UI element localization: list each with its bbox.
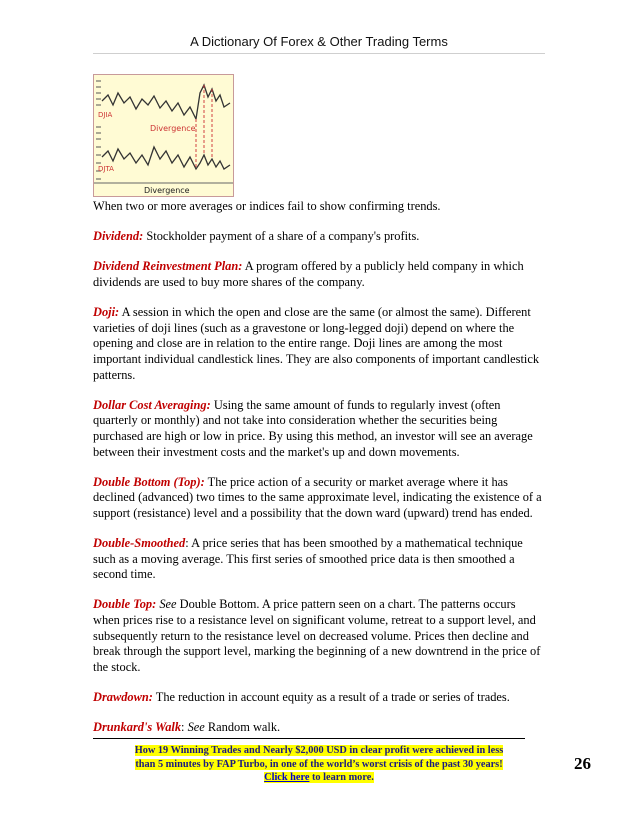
term-label: Dividend — [93, 229, 140, 244]
page-number: 26 — [574, 754, 591, 773]
term-label: Dollar Cost Averaging — [93, 397, 207, 412]
term-separator: : — [238, 259, 243, 274]
definition-entry — [93, 720, 545, 736]
see-reference: See — [184, 720, 205, 735]
promo-line-3: Click here to learn more. — [264, 772, 374, 784]
promo-banner — [133, 744, 505, 785]
definition-text: A program offered by a publicly held company in which dividends are used to buy more shares of the company. — [93, 259, 524, 289]
term-separator: : — [152, 597, 157, 612]
term-separator: : — [181, 720, 185, 735]
term-separator: : — [185, 536, 189, 551]
djta-label: DJTA — [98, 165, 114, 173]
definition-entry — [93, 475, 545, 522]
definition-entry — [93, 199, 545, 215]
promo-line-1: How 19 Winning Trades and Nearly $2,000 USD in clear profit were achieved in less — [134, 745, 504, 756]
figure-caption: Divergence — [144, 186, 190, 195]
djia-series-line — [102, 85, 230, 119]
definition-text: The reduction in account equity as a result of a trade or series of trades. — [152, 690, 510, 704]
definition-entry — [93, 690, 545, 706]
definition-entry — [93, 597, 545, 675]
definition-entry — [93, 259, 545, 290]
definition-entry — [93, 305, 545, 383]
footer-divider — [93, 738, 525, 739]
click-here-link[interactable]: Click here — [264, 772, 310, 784]
definition-text: Stockholder payment of a share of a company's profits. — [143, 229, 420, 244]
djia-label: DJIA — [98, 111, 113, 119]
header-divider — [93, 53, 545, 54]
term-separator: : — [200, 474, 205, 489]
promo-line-2: than 5 minutes by FAP Turbo, in one of the world’s worst crisis of the past 30 years! — [135, 758, 503, 770]
term-label: Drawdown: — [93, 690, 153, 704]
page-header: A Dictionary Of Forex & Other Trading Terms — [190, 34, 448, 49]
see-reference: See — [156, 597, 177, 612]
definition-entry — [93, 398, 545, 460]
definition-entry — [93, 536, 545, 583]
definition-text: Using the same amount of funds to regularly invest (often quarterly or monthly) and not take into consideration whether the securities being purchased are high or low in price. By using this method, an investor will see an average between their investment costs and the market's up and down movements. — [93, 397, 533, 459]
divergence-chart — [93, 74, 234, 197]
definitions-list — [93, 199, 545, 750]
definition-text: Double Bottom. A price pattern seen on a chart. The patterns occurs when prices rise to a resistance level on significant volume, retreat to a support level, and subsequently return to the resistance level on decreased volume. Prices then decline and break through the support level, marking the beginning of a new downtrend in the price of the stock. — [93, 597, 541, 674]
term-separator: : — [139, 229, 144, 244]
definition-text: The price action of a security or market average where it has declined (advanced) two times to the same approximate level, indicating the existence of a support (resistance) level and a possibility that the down ward (upward) trend has ended. — [93, 474, 542, 520]
term-separator: : — [206, 397, 211, 412]
term-label: Double-Smoothed — [93, 536, 186, 551]
definition-text: A session in which the open and close are the same (or almost the same). Different varieties of doji lines (such as a gravestone or long-legged doji) depend on where the opening and close are in relation to the entire range. Doji lines are among the most important individual candlestick lines. They are also components of important candlestick patterns. — [93, 305, 540, 382]
definition-entry — [93, 229, 545, 245]
term-label: Double Bottom (Top) — [93, 474, 201, 489]
term-label: Dividend Reinvestment Plan — [93, 259, 239, 274]
definition-text: When two or more averages or indices fail to show confirming trends. — [93, 199, 441, 213]
divergence-label: Divergence — [150, 124, 196, 133]
term-label: Doji: — [93, 305, 120, 320]
definition-text: Random walk. — [204, 720, 281, 735]
term-label: Double Top — [93, 597, 153, 612]
definition-text: A price series that has been smoothed by a mathematical technique such as a moving average. This first series of smoothed price data is then smoothed a second time. — [93, 536, 523, 582]
divergence-chart-svg — [94, 75, 233, 196]
term-label: Drunkard's Walk — [93, 720, 182, 735]
djta-series-line — [102, 147, 230, 169]
